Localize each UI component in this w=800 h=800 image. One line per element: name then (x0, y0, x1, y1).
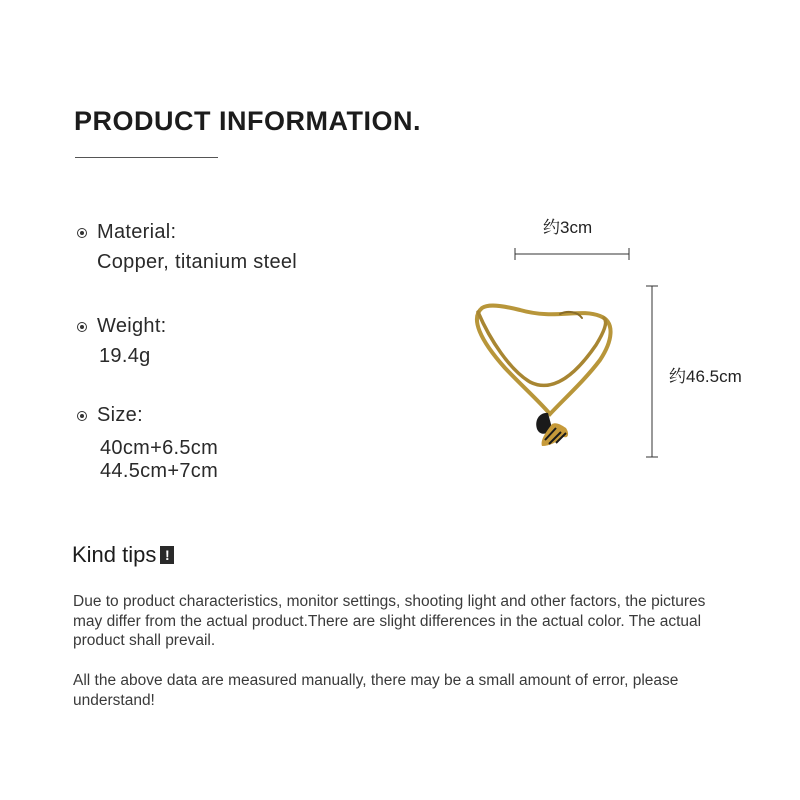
size-value-2: 44.5cm+7cm (100, 460, 219, 482)
size-value-1: 40cm+6.5cm (100, 437, 219, 459)
length-dimension-label: 约46.5cm (669, 367, 742, 386)
width-dimension-label: 约3cm (543, 218, 593, 237)
necklace-chain (477, 306, 611, 414)
bullet-icon (77, 322, 87, 332)
title-underline (75, 157, 218, 158)
size-label: Size: (97, 404, 143, 426)
spec-weight (76, 315, 167, 368)
butterfly-pendant-icon (536, 413, 568, 446)
kind-tips-title: Kind tips (72, 542, 157, 567)
material-value: Copper, titanium steel (97, 251, 298, 273)
tips-paragraph-1: Due to product characteristics, monitor settings, shooting light and other factors, the pictures may differ from the actual product.There are slight differences in the actual color. The actual product shall prevail. (73, 593, 706, 649)
material-label: Material: (97, 221, 177, 243)
page-title: PRODUCT INFORMATION. (74, 106, 421, 136)
bullet-icon (77, 228, 87, 238)
height-dimension-line (646, 286, 658, 457)
bullet-icon (77, 411, 87, 421)
tips-paragraph-2: All the above data are measured manually, there may be a small amount of error, please understand! (73, 672, 679, 709)
kind-tips-heading (72, 542, 174, 568)
spec-size (76, 404, 218, 483)
spec-material (76, 221, 297, 274)
weight-value: 19.4g (99, 345, 151, 367)
exclamation-icon: ! (160, 546, 174, 564)
width-dimension-line (515, 248, 629, 260)
weight-label: Weight: (97, 315, 167, 337)
necklace-illustration (460, 240, 670, 465)
